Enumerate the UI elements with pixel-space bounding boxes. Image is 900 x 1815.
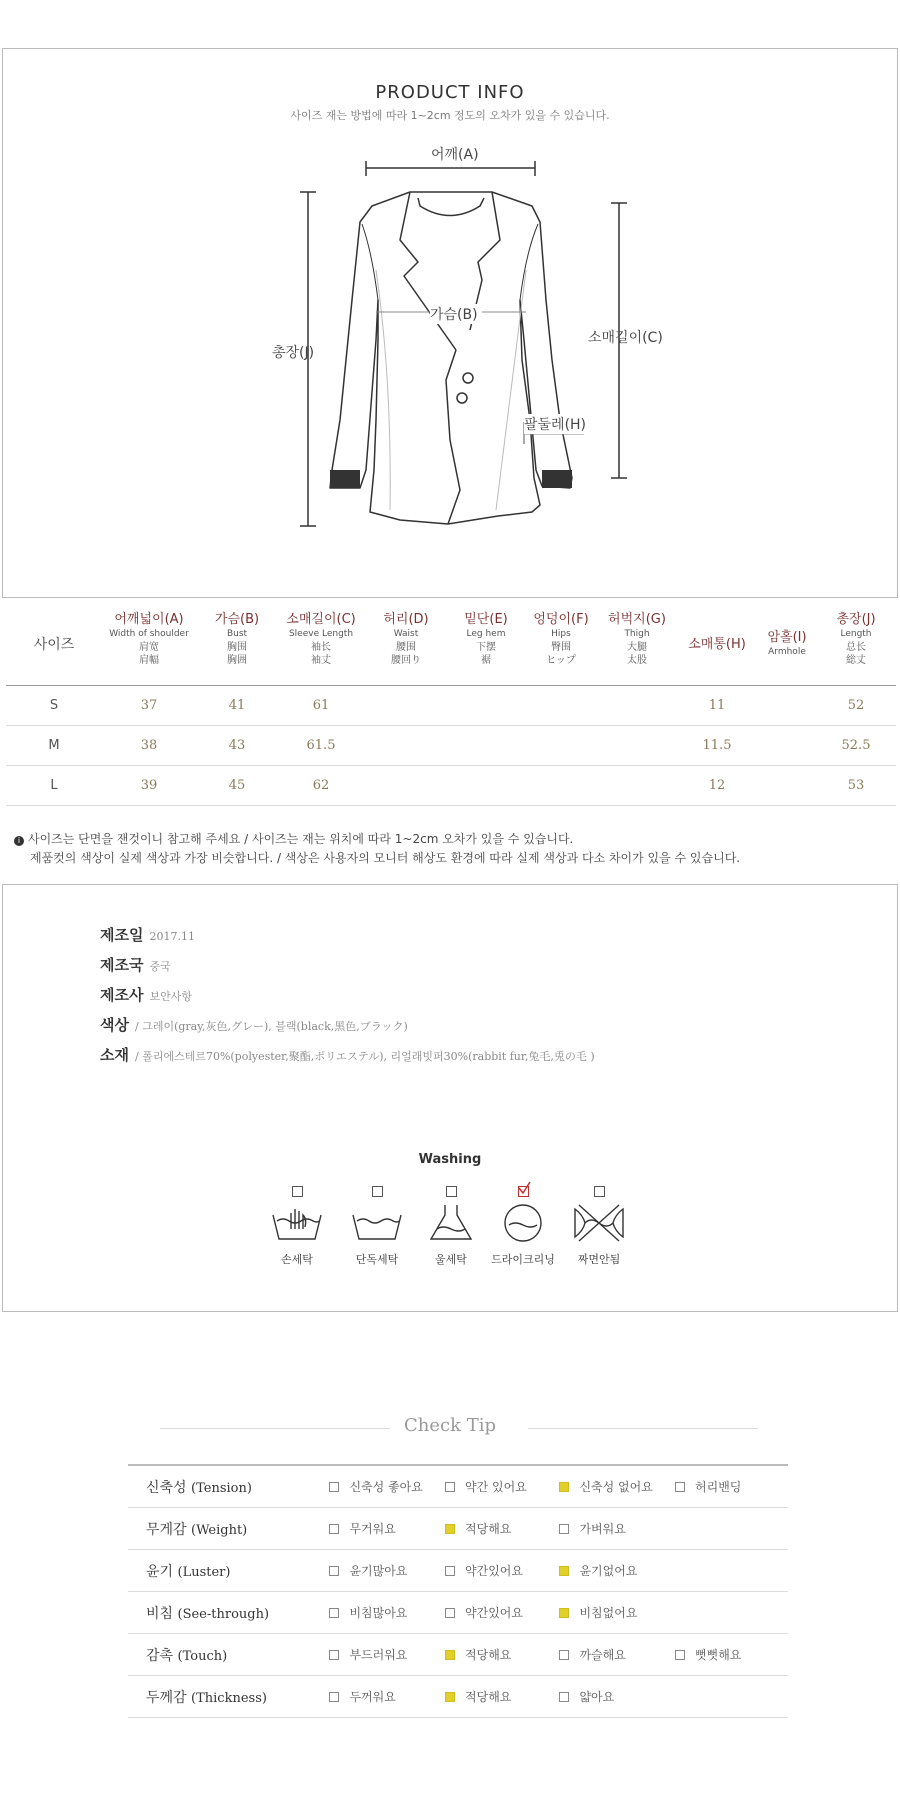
checkbox [675, 1650, 685, 1660]
checkbox-selected [559, 1608, 569, 1618]
value-cell [758, 686, 816, 726]
tip-row-luster [128, 1550, 788, 1592]
size-header: 밑단(E) Leg hem 下摆 裾 [464, 612, 508, 666]
size-header: 암홀(I) Armhole [767, 630, 807, 657]
tip-option: 얇아요 [559, 1676, 675, 1718]
jacket-size-diagram [0, 0, 900, 600]
checkbox-selected [559, 1566, 569, 1576]
tip-option: 약간있어요 [445, 1550, 559, 1592]
tip-option: 가벼워요 [559, 1508, 675, 1550]
value-cell: 38 [102, 726, 196, 766]
check-mark-icon [518, 1181, 532, 1195]
tip-option-selected: 비침없어요 [559, 1592, 675, 1634]
value-cell [598, 766, 676, 806]
value-cell [448, 726, 524, 766]
table-row [6, 726, 896, 766]
value-cell: 12 [676, 766, 758, 806]
value-cell: 11.5 [676, 726, 758, 766]
no-wring-icon [571, 1203, 627, 1243]
tip-empty [675, 1550, 788, 1592]
size-cell: S [6, 686, 102, 726]
size-header: 총장(J) Length 总长 総丈 [836, 612, 876, 666]
washing-title: Washing [418, 1152, 482, 1167]
checkbox [329, 1566, 339, 1576]
tip-row-label: 두께감 (Thickness) [128, 1676, 329, 1718]
tip-option-selected: 윤기없어요 [559, 1550, 675, 1592]
size-table-header [6, 603, 896, 686]
sleeve-length-label: 소매길이(C) [588, 330, 663, 346]
checkbox [445, 1566, 455, 1576]
table-row [6, 686, 896, 726]
size-header: 어깨넓이(A) Width of shoulder 肩宽 肩幅 [109, 612, 189, 666]
checkbox [594, 1186, 605, 1197]
tip-option: 신축성 좋아요 [329, 1465, 445, 1508]
wash-option-no-wring: 짜면안됨 [564, 1186, 634, 1267]
size-header: 허벅지(G) Thigh 大腿 太股 [608, 612, 666, 666]
value-cell: 39 [102, 766, 196, 806]
size-header: 가슴(B) Bust 胸围 胸囲 [214, 612, 260, 666]
tip-option-selected: 적당해요 [445, 1508, 559, 1550]
tip-option: 까슬해요 [559, 1634, 675, 1676]
checkbox [329, 1650, 339, 1660]
total-length-label: 총장(J) [272, 345, 315, 361]
tip-option: 약간있어요 [445, 1592, 559, 1634]
tip-row-tension [128, 1465, 788, 1508]
wash-basin-icon [349, 1203, 405, 1243]
checkbox [329, 1482, 339, 1492]
dry-clean-icon [495, 1203, 551, 1243]
tip-row-weight [128, 1508, 788, 1550]
value-cell [364, 726, 448, 766]
wash-option-dryclean: 드라이크리닝 [488, 1186, 558, 1267]
checkbox [675, 1482, 685, 1492]
product-info-title: PRODUCT INFO [375, 82, 525, 103]
value-cell [524, 726, 598, 766]
tip-option-selected: 신축성 없어요 [559, 1465, 675, 1508]
checkbox-selected [445, 1650, 455, 1660]
tip-row-label: 신축성 (Tension) [128, 1465, 329, 1508]
shoulder-label: 어깨(A) [431, 147, 479, 163]
size-header: 소매길이(C) Sleeve Length 袖长 袖丈 [286, 612, 356, 666]
checkbox [292, 1186, 303, 1197]
tip-option: 약간 있어요 [445, 1465, 559, 1508]
value-cell: 45 [196, 766, 278, 806]
checkbox-selected [559, 1482, 569, 1492]
value-cell: 52.5 [816, 726, 896, 766]
cuff-label: 팔둘레(H) [524, 414, 586, 434]
tip-row-label: 윤기 (Luster) [128, 1550, 329, 1592]
size-header-corner: 사이즈 [33, 637, 75, 653]
detail-row: 제조일 2017.11 [100, 926, 195, 944]
wash-option-handwash: 손세탁 [262, 1186, 332, 1267]
hand-wash-icon [269, 1203, 325, 1243]
wash-option-separate: 단독세탁 [342, 1186, 412, 1267]
tip-empty [675, 1508, 788, 1550]
checkbox [445, 1608, 455, 1618]
checkbox [372, 1186, 383, 1197]
checkbox-checked [518, 1186, 529, 1197]
detail-row: 제조국 중국 [100, 956, 171, 974]
value-cell: 53 [816, 766, 896, 806]
value-cell: 52 [816, 686, 896, 726]
value-cell: 41 [196, 686, 278, 726]
size-notice [14, 830, 740, 868]
value-cell [598, 686, 676, 726]
wash-option-wool: 울세탁 [416, 1186, 486, 1267]
tip-row-label: 비침 (See-through) [128, 1592, 329, 1634]
checkbox [445, 1482, 455, 1492]
value-cell: 43 [196, 726, 278, 766]
value-cell: 61.5 [278, 726, 364, 766]
tip-option: 부드러워요 [329, 1634, 445, 1676]
value-cell [524, 766, 598, 806]
checkbox [559, 1692, 569, 1702]
notice-line: 사이즈는 단면을 잰것이니 참고해 주세요 / 사이즈는 재는 위치에 따라 1~2cm 오차가 있을 수 있습니다. [28, 832, 574, 846]
detail-row: 제조사 보안사항 [100, 986, 192, 1004]
size-cell: M [6, 726, 102, 766]
value-cell [364, 686, 448, 726]
checkbox-selected [445, 1692, 455, 1702]
product-info-subtitle: 사이즈 재는 방법에 따라 1~2cm 정도의 오차가 있을 수 있습니다. [290, 109, 610, 122]
value-cell [598, 726, 676, 766]
detail-row: 소재 / 폴리에스테르70%(polyester,聚酯,ポリエステル), 리얼래빗퍼30%(rabbit fur,兔毛,兎の毛 ) [100, 1046, 595, 1064]
table-row [6, 766, 896, 806]
tip-option: 비침많아요 [329, 1592, 445, 1634]
value-cell [758, 726, 816, 766]
value-cell: 37 [102, 686, 196, 726]
value-cell [524, 686, 598, 726]
tip-empty [675, 1592, 788, 1634]
checkbox [329, 1524, 339, 1534]
tip-option: 뻣뻣해요 [675, 1634, 788, 1676]
tip-option: 무거워요 [329, 1508, 445, 1550]
value-cell: 61 [278, 686, 364, 726]
tip-option: 허리밴딩 [675, 1465, 788, 1508]
checkbox [446, 1186, 457, 1197]
tip-option-selected: 적당해요 [445, 1634, 559, 1676]
checkbox [559, 1650, 569, 1660]
tip-option-selected: 적당해요 [445, 1676, 559, 1718]
value-cell: 11 [676, 686, 758, 726]
tip-option: 두꺼워요 [329, 1676, 445, 1718]
notice-line: 제품컷의 색상이 실제 색상과 가장 비슷합니다. / 색상은 사용자의 모니터 해상도 환경에 따라 실제 색상과 다소 차이가 있을 수 있습니다. [30, 851, 741, 865]
size-header: 소매통(H) [688, 636, 746, 652]
value-cell [758, 766, 816, 806]
check-tip-table [128, 1464, 788, 1718]
checkbox-selected [445, 1524, 455, 1534]
size-header: 엉덩이(F) Hips 臀围 ヒップ [533, 612, 589, 666]
tip-row-thickness [128, 1676, 788, 1718]
value-cell [448, 686, 524, 726]
tip-row-label: 감촉 (Touch) [128, 1634, 329, 1676]
size-cell: L [6, 766, 102, 806]
info-icon: i [14, 836, 24, 846]
size-header: 허리(D) Waist 腰围 腰回り [383, 612, 429, 666]
tip-row-label: 무게감 (Weight) [128, 1508, 329, 1550]
checkbox [329, 1608, 339, 1618]
wool-wash-icon [423, 1203, 479, 1243]
tip-row-see-through [128, 1592, 788, 1634]
checkbox [329, 1692, 339, 1702]
check-tip-title: Check Tip [403, 1415, 496, 1436]
tip-row-touch [128, 1634, 788, 1676]
detail-row: 색상 / 그레이(gray,灰色,グレー), 블랙(black,黑色,ブラック) [100, 1016, 408, 1034]
checkbox [559, 1524, 569, 1534]
tip-option: 윤기많아요 [329, 1550, 445, 1592]
value-cell [448, 766, 524, 806]
tip-empty [675, 1676, 788, 1718]
value-cell [364, 766, 448, 806]
size-table [6, 603, 896, 806]
value-cell: 62 [278, 766, 364, 806]
bust-label: 가슴(B) [430, 304, 478, 324]
